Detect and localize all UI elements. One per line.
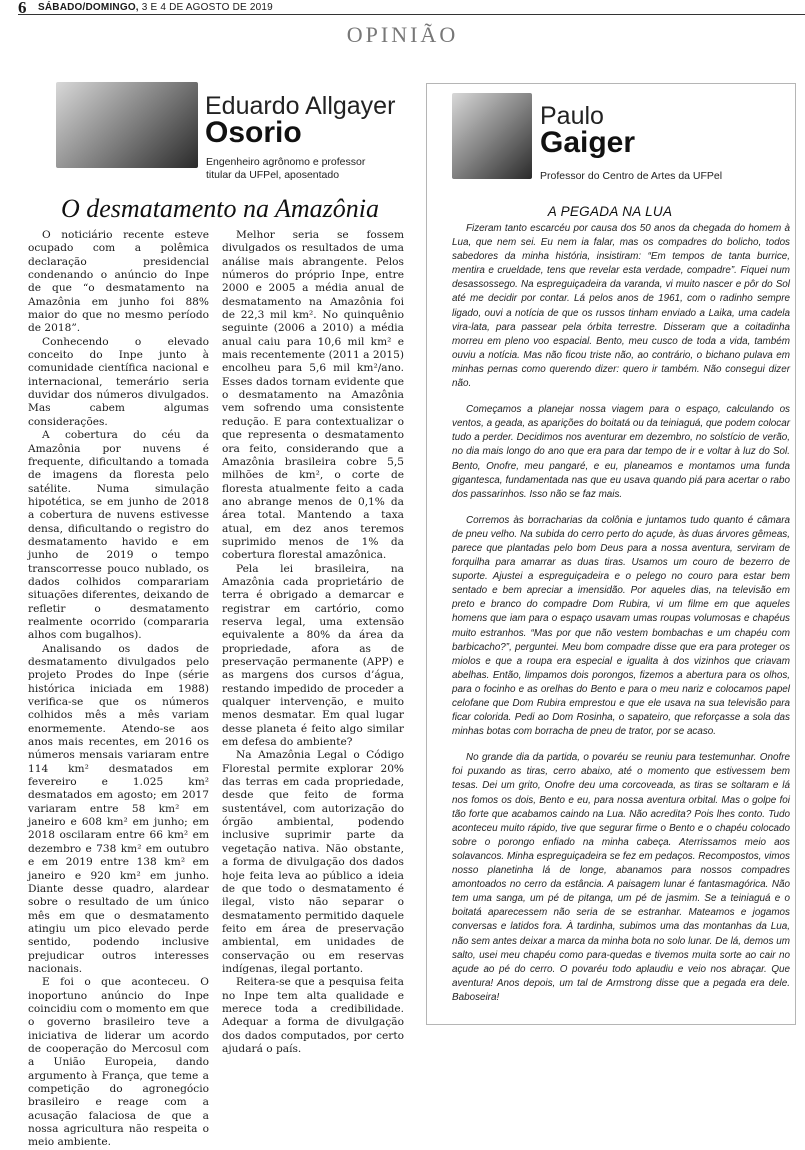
author-last-name: Gaiger [540,126,636,159]
column-text [452,222,790,1017]
author-description [206,156,416,182]
author-description-line: Engenheiro agrônomo e professor [206,156,366,168]
issue-date [38,2,273,13]
paragraph: Melhor seria se fossem divulgados os resultados de uma análise mais abrangente. Pelos números do próprio Inpe, entre 2000 e 2005 a média anual de desmatamento na Amazônia foi de 22,3 mil km². No quinquênio seguinte (2006 a 2010) a média anual caiu para 10,6 mil km² e mais recentemente (2011 a 2015) encolheu para 5,6 mil km²/ano. Esses dados tornam evidente que o desmatamento na Amazônia vem sofrendo uma consistente redução. E para contextualizar o que representa o desmatamento ora feito, considerando que a Amazônia brasileira cobre 5,5 milhões de km², o corte de floresta atualmente feito a cada ano abrange menos de 0,1% da área total. Mantendo a taxa atual, em dez anos teremos suprimido menos de 1% da cobertura florestal amazônica. [222,229,404,562]
author-first-name: Paulo [540,102,604,130]
paragraph: Reitera-se que a pesquisa feita no Inpe tem alta qualidade e merece toda a credibilidade. Adequar a forma de divulgação dos dados computados, por certo ajudará o país. [222,976,404,1055]
paragraph: E foi o que aconteceu. O inoportuno anúncio do Inpe coincidiu com o momento em que o governo brasileiro teve a iniciativa de liderar um acordo de cooperação do Mercosul com a União Europeia, dando argumento à França, que teme a competição do agronegócio brasileiro e reage com a acusação falaciosa de que a nossa agricultura não respeita o meio ambiente. [28,976,209,1149]
issue-date-rest: 3 E 4 DE AGOSTO DE 2019 [138,2,273,13]
paragraph: Analisando os dados de desmatamento divulgados pelo projeto Prodes do Inpe (série histórica iniciada em 1988) verifica-se que os números colhidos mês a mês variam enormemente. Atendo-se aos anos mais recentes, em 2016 os números mensais variaram entre 114 km² desmatados em fevereiro e 1.025 km² desmatados em agosto; em 2017 variaram entre 58 km² em janeiro e 608 km² em junho; em 2018 oscilaram entre 66 km² em dezembro e 738 km² em outubro e em 2019 entre 138 km² em janeiro e 920 km² em junho. Diante desse quadro, alardear sobre o resultado de um único mês em que o desmatamento atingiu um pico elevado perde sentido, podendo inclusive prejudicar outros interesses nacionais. [28,642,209,975]
paragraph: Conhecendo o elevado conceito do Inpe junto à comunidade científica nacional e internacional, temerário seria duvidar dos números divulgados. Mas cabem algumas considerações. [28,335,209,428]
paragraph: Pela lei brasileira, na Amazônia cada proprietário de terra é obrigado a demarcar e registrar em cartório, como reserva legal, uma extensão equivalente a 80% da área da propriedade, afora as de preservação permanente (APP) e as margens dos cursos d’água, restando impedido de proceder a qualquer intervenção, e muito menos desmatar. Em qual lugar desse planeta é feito algo similar em defesa do ambiente? [222,562,404,749]
article-column-2 [222,229,404,1056]
section-title: OPINIÃO [346,22,459,47]
author-description-line: titular da UFPel, aposentado [206,169,340,181]
article-column-1 [28,229,209,1150]
column-title: A PEGADA NA LUA [547,204,673,219]
author-description: Professor do Centro de Artes da UFPel [540,170,723,182]
page-number: 6 [18,0,27,17]
author-first-name: Eduardo Allgayer [205,92,396,120]
paragraph: O noticiário recente esteve ocupado com a polêmica declaração presidencial condenando o anúncio do Inpe de que “o desmatamento na Amazônia em junho foi 88% maior do que no mesmo período de 2018”. [28,229,209,335]
paragraph: A cobertura do céu da Amazônia por nuvens é frequente, dificultando a tomada de imagens da floresta pelo satélite. Numa simulação hipotética, se em junho de 2018 a cobertura de nuvens estivesse densa, dificultando o registro do desmatamento havido e em junho de 2019 o tempo transcorresse pouco nublado, os dados colhidos comparariam situações diferentes, deixando de refletir o desmatamento realmente ocorrido (compararia alhos com bugalhos). [28,429,209,642]
paragraph: No grande dia da partida, o povaréu se reuniu para testemunhar. Onofre foi puxando as tiras, cerro abaixo, até o momento que estivessem bem tesas. Dei um grito, Onofre deu uma corcoveada, as tiras se soltaram e lá nos fomos os dois, Bento e eu, para nossa aventura orbital. Mas o golpe foi tão forte que acabamos caindo na Lua. Não acredita? Pois lhes conto. Tudo aconteceu muito rápido, tive que segurar firme o Bento e o chapéu colocado sobre o porongo enfiado na minha cabeça. Aterrissamos meio aos solavancos. Minha espreguiçadeira se fez em pedaços. Recompostos, vimos nosso planetinha lá de longe, abanamos para nossos compadres amontoados no cerro da estância. A paisagem lunar é fantasmagórica. Não tem uma sanga, um pé de pitanga, um pé de jasmim. Se a teiniaguá e o boitatá aparecessem não seria de se estranhar. Mateamos e jogamos conversas e latidos fora. À tardinha, subimos uma das montanhas da Lua, não sem antes deixar a marca da minha bota no solo lunar. De lá, demos um salto, usei meu chapéu como para-quedas e tivemos muita sorte ao cair no açude ao pé do cerro. O povaréu todo aplaudiu e veio nos abraçar. Que aventura! Anos depois, um tal de Armstrong disse que a pegada era dele. Baboseira! [452,752,790,1003]
author-photo-gaiger [452,93,532,179]
page-header [0,0,805,20]
paragraph: Corremos às borracharias da colônia e juntamos tudo quanto é câmara de pneu velho. Na subida do cerro perto do açude, às duas árvores gêmeas, parece que plantadas pelo bom Deus para a nossa aventura, serviram de forquilha para amarrar as duas tiras. Usamos um couro de bezerro de suporte. Ajustei a espreguiçadeira e o pelego no couro para estar bem sentado e bem apreciar a imensidão. Por aqueles dias, na televisão em preto e branco do compadre Dom Rubira, vi um filme em que aqueles homens que iam para o espaço usavam umas roupas volumosas e chapéus muito estranhos. “Mas por que não vestem bombachas e um chapéu com barbicacho?”, perguntei. Meu bom compadre disse que era para proteger os miolos e que a roupa era especial e igualita à dos vizinhos que criavam abelhas. Então, limpamos dois porongos, fizemos a abertura para os olhos, para o focinho e as orelhas do Bento e para o meu nariz e colocamos papel celofane que Dom Rubira emprestou e que ele usava na sua televisão para ficar colorida. Pedi ao Dom Rosinha, o sapateiro, que reforçasse a sola das minhas botas com borracha de pneu de trator, por se acaso. [452,514,790,738]
author-last-name: Osorio [205,116,302,149]
paragraph: Na Amazônia Legal o Código Florestal permite explorar 20% das terras em cada propriedade, desde que feito de forma sustentável, com autorização do órgão ambiental, podendo inclusive suprimir parte da vegetação nativa. Não obstante, a forma de divulgação dos dados hoje feita leva ao público a ideia de que todo o desmatamento é ilegal, visto não separar o desmatamento permitido daquele feito em área de preservação ambiental, em unidades de conservação ou em reservas indígenas, ilegal portanto. [222,749,404,975]
paragraph: Começamos a planejar nossa viagem para o espaço, calculando os ventos, a geada, as aparições do boitatá ou da teiniaguá, que podem colocar tudo a perder. Decidimos nos aventurar em dezembro, no solstício de verão, no dia mais longo do ano que era para dar tempo de ir e voltar à luz do Sol. Bento, Onofre, meu pangaré, e eu, planeamos e montamos uma funda gigantesca, fundamentada nas que eu usava quando piá para acertar o rabo dos passarinhos. Isso não se faz mais. [452,404,790,500]
paragraph: Fizeram tanto escarcéu por causa dos 50 anos da chegada do homem à Lua, que nem sei. Eu nem ia falar, mas os compadres do bolicho, todos sabedores da minha história, insistiram: “Em tempos de tanta burrice, mentira e crueldade, tens que revelar esta verdade, compadre”. Fiquei num desassossego. Na espreguiçadeira da varanda, vi muito nascer e pôr do Sol até me decidir por contar. Lá pelos anos de 1961, com o radinho sempre ligado, ouvi a notícia de que os russos tinham enviado a Laika, uma cadela vira-lata, para passear pela órbita terrestre. Disseram que a coitadinha morreu em pleno voo espacial. Bento, meu cusco de toda a vida, também ouviu a notícia. Mas não ficou triste não, ao contrário, o bichano pulava em minhas pernas como querendo dizer: quero ir também. Não consegui dizer não. [452,223,790,390]
article-headline: O desmatamento na Amazônia [60,194,379,223]
header-rule [18,14,805,15]
issue-date-day: SÁBADO/DOMINGO, [38,2,139,13]
author-photo-osorio [56,82,198,168]
